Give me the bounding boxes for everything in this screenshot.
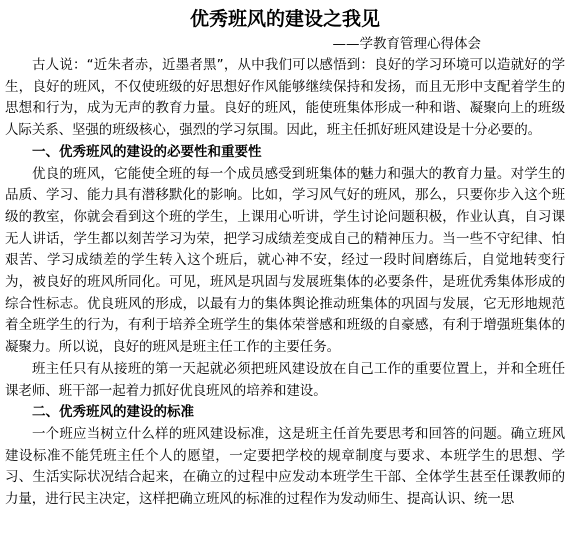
section-1-paragraph-2: 班主任只有从接班的第一天起就必须把班风建设放在自己工作的重要位置上，并和全班任课老师、班干部一起着力抓好优良班风的培养和建设。 — [5, 360, 565, 399]
document-title: 优秀班风的建设之我见 — [189, 8, 380, 30]
section-2-paragraph-1: 一个班应当树立什么样的班风建设标准，这是班主任首先要思考和回答的问题。确立班风建设标准不能凭班主任个人的愿望，一定要把学校的规章制度与要求、本班学生的思想、学习、生活实际状况结合起来，在确立的过程中应发动本班学生干部、全体学生甚至任课教师的力量，进行民主决定，这样把确立班风的标准的过程作为发动师生、提高认识、统一思 — [5, 425, 565, 508]
section-2-heading: 二、优秀班风的建设的标准 — [32, 404, 194, 421]
intro-paragraph: 古人说：“近朱者赤，近墨者黑”，从中我们可以感悟到：良好的学习环境可以造就好的学生，良好的班风，不仅使班级的好思想好作风能够继续保持和发扬，而且无形中支配着学生的思想和行为，成为无声的教育力量。良好的班风，能使班集体形成一种和谐、凝聚向上的班级人际关系、坚强的班级核心，强烈的学习氛围。因此，班主任抓好班风建设是十分必要的。 — [5, 57, 565, 139]
document — [5, 6, 565, 511]
section-1-heading: 一、优秀班风的建设的必要性和重要性 — [32, 143, 262, 160]
section-1-paragraph-1: 优良的班风，它能使全班的每一个成员感受到班集体的魅力和强大的教育力量。对学生的品质、学习、能力具有潜移默化的影响。比如，学习风气好的班风，那么，只要你步入这个班级的教室，你就会看到这个班的学生，上课用心听讲，学生讨论问题积极，作业认真，自习课无人讲话，学生都以刻苦学习为荣，把学习成绩差变成自己的精神压力。当一些不守纪律、怕艰苦、学习成绩差的学生转入这个班后，就心神不安，经过一段时间磨练后，自觉地转变行为，被良好的班风所同化。可见，班风是巩固与发展班集体的必要条件，是班优秀集体形成的综合性标志。优良班风的形成，以最有力的集体舆论推动班集体的巩固与发展，它无形地规范着全班学生的行为，有利于培养全班学生的集体荣誉感和班级的自豪感，有利于增强班集体的凝聚力。所以说，良好的班风是班主任工作的主要任务。 — [5, 165, 565, 356]
document-subtitle: ——学教育管理心得体会 — [332, 36, 481, 52]
